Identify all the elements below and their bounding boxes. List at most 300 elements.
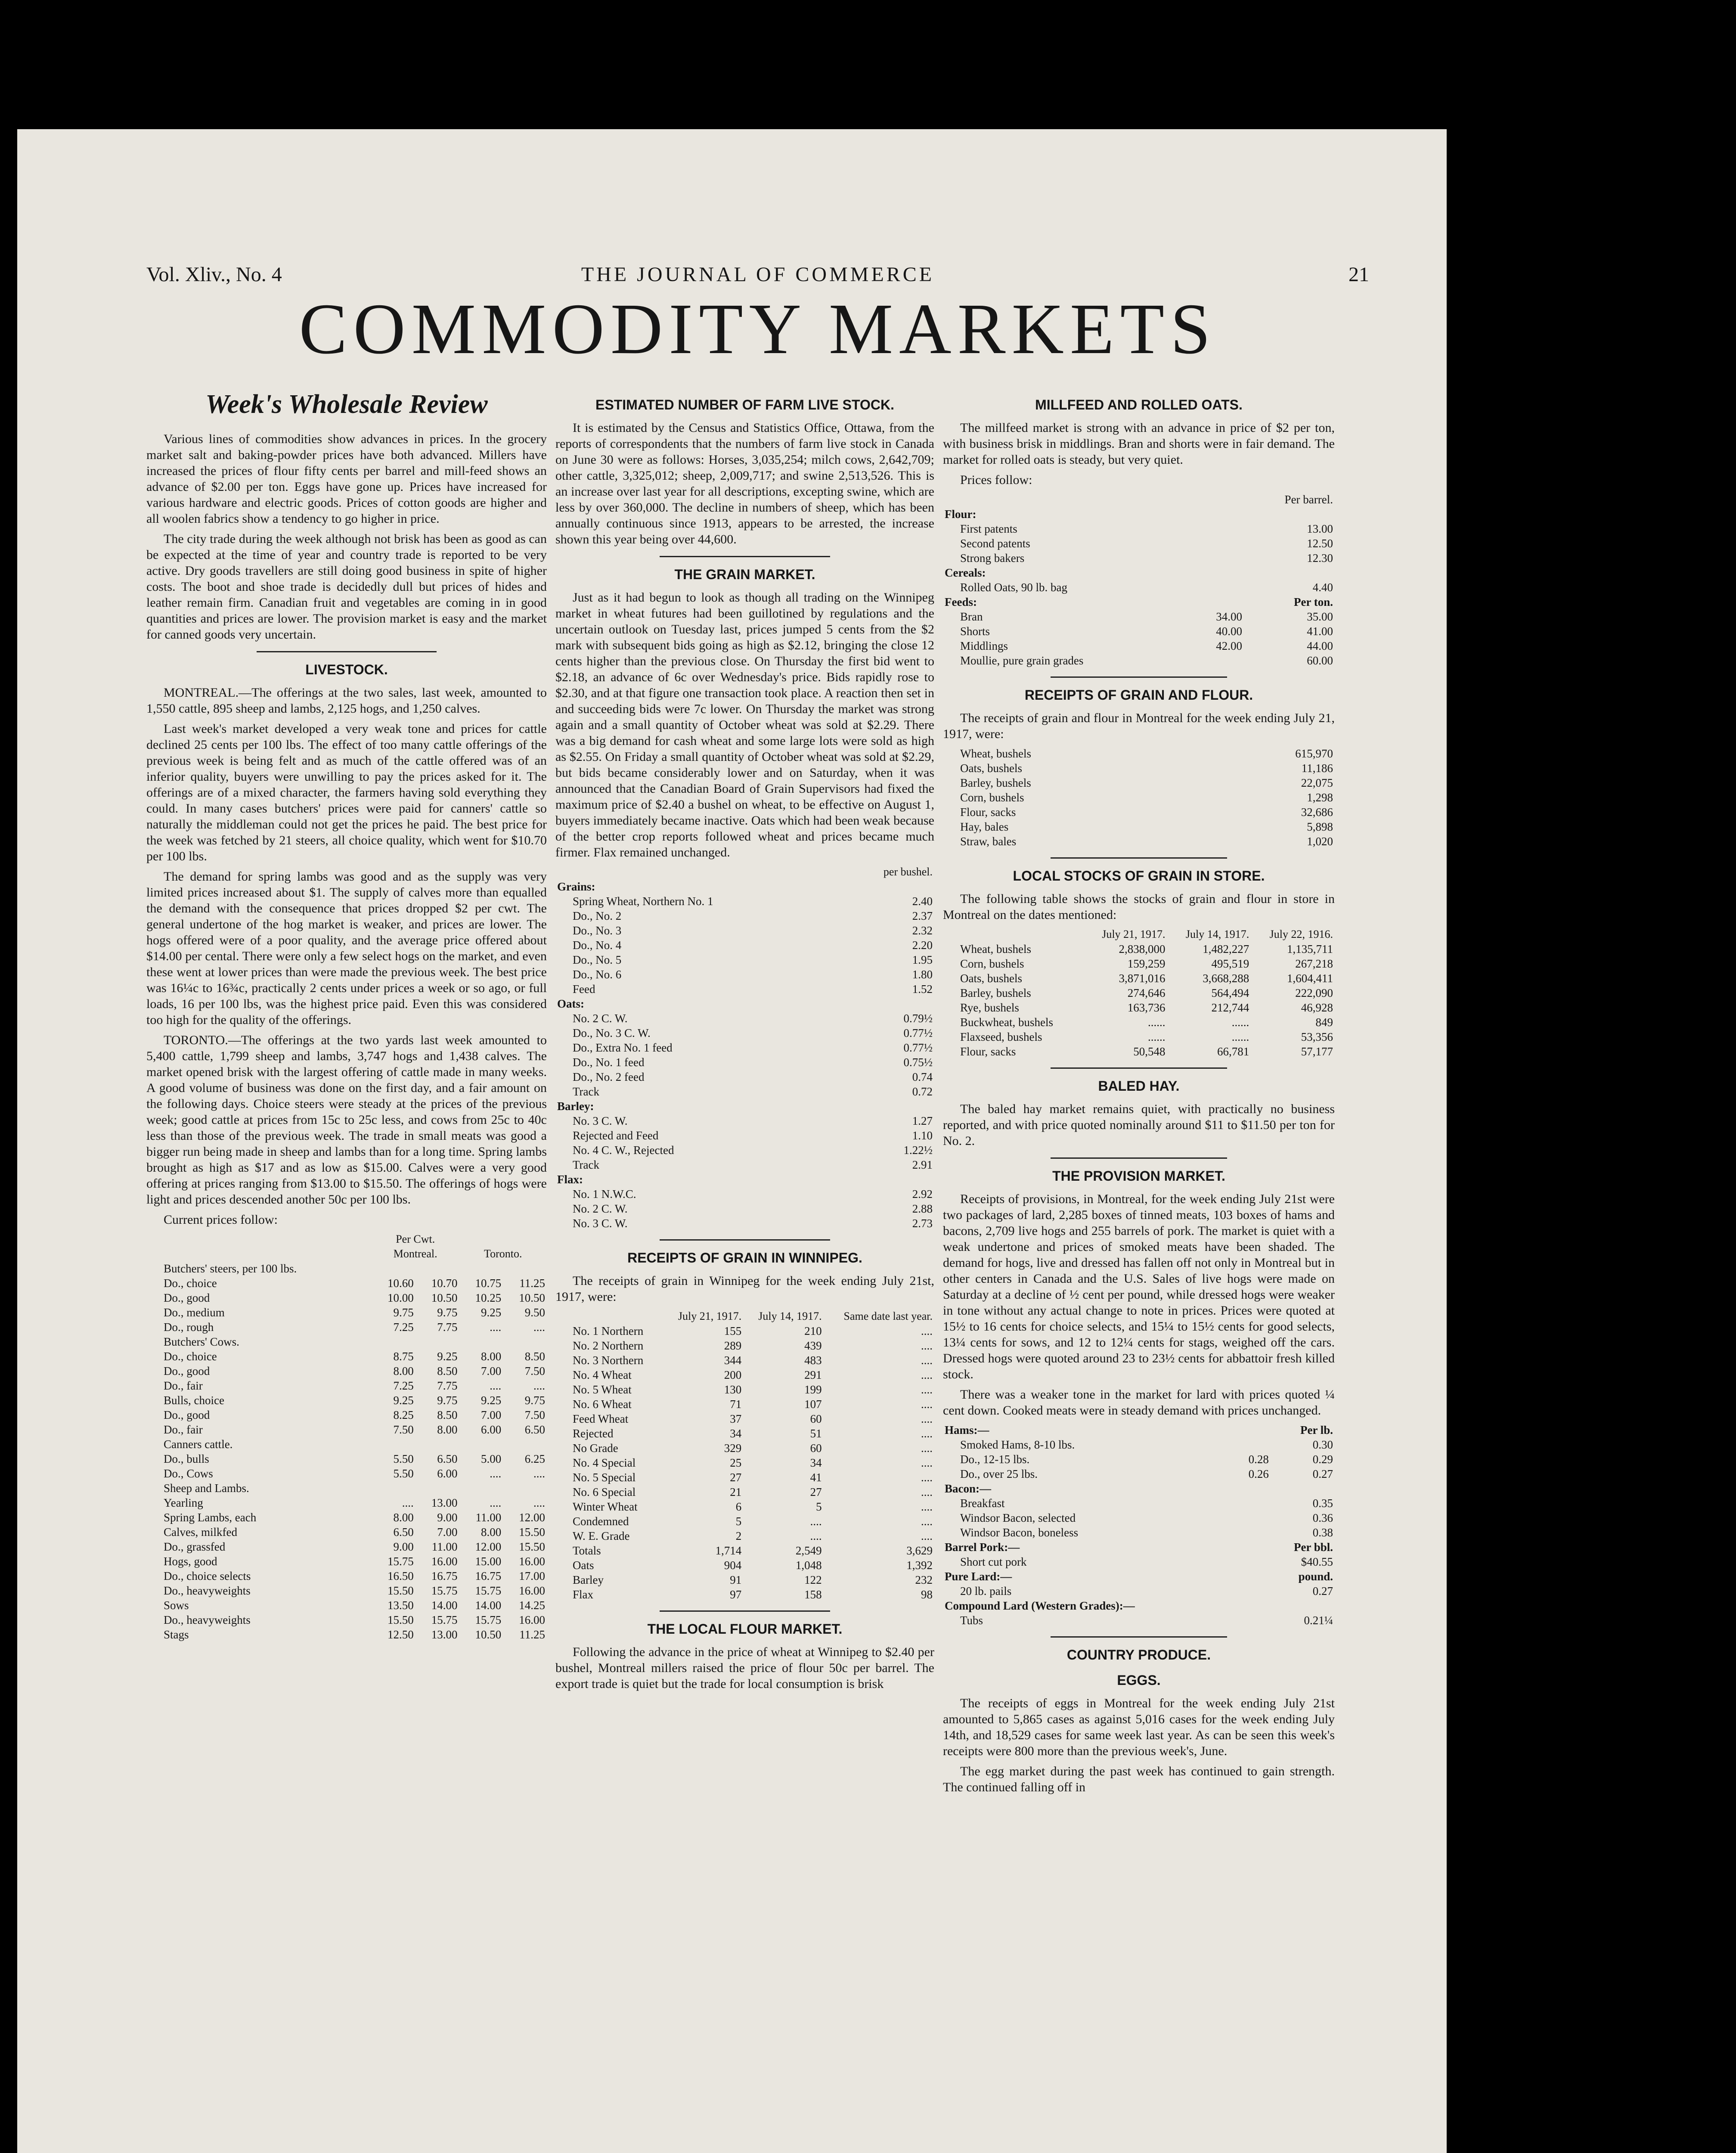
row-value: 7.50 xyxy=(524,1408,545,1421)
row-label: No. 6 Special xyxy=(573,1486,636,1498)
row-value xyxy=(1271,1481,1335,1496)
flour-market-title: THE LOCAL FLOUR MARKET. xyxy=(647,1621,843,1637)
row-value: 107 xyxy=(804,1398,822,1411)
row-label: Calves, milkfed xyxy=(164,1526,237,1539)
table-row xyxy=(555,909,934,923)
table-row xyxy=(943,834,1335,849)
divider xyxy=(257,651,437,652)
row-label: Winter Wheat xyxy=(573,1500,638,1513)
row-label: Barley xyxy=(573,1573,604,1586)
row-value: 2 xyxy=(735,1529,742,1542)
row-label: Do., choice xyxy=(164,1277,217,1290)
row-value: 7.25 xyxy=(393,1379,414,1392)
column-1 xyxy=(146,388,547,2153)
row-value: 8.25 xyxy=(393,1408,414,1421)
row-value: 130 xyxy=(724,1383,742,1396)
row-value: 50,548 xyxy=(1133,1045,1166,1058)
table-row xyxy=(555,894,934,909)
table-row xyxy=(555,1201,934,1216)
table-row xyxy=(943,1598,1335,1613)
divider xyxy=(660,556,830,557)
row-value: 274,646 xyxy=(1127,987,1166,999)
row-value: 7.00 xyxy=(480,1408,502,1421)
row-value: 4.40 xyxy=(1312,581,1333,594)
table-row xyxy=(146,1305,547,1320)
divider xyxy=(1051,1157,1227,1159)
row-label: Do., heavyweights xyxy=(164,1584,251,1597)
table-row xyxy=(555,1055,934,1070)
row-value: 2.88 xyxy=(912,1202,933,1215)
table-row xyxy=(146,1320,547,1334)
row-label: Corn, bushels xyxy=(960,791,1024,804)
row-value: .... xyxy=(490,1467,502,1480)
stocks-col-header: July 21, 1917. xyxy=(1102,928,1166,940)
row-label: Compound Lard (Western Grades):— xyxy=(945,1599,1135,1612)
table-row xyxy=(146,1495,547,1510)
row-label: Buckwheat, bushels xyxy=(960,1016,1053,1029)
row-value xyxy=(459,1437,503,1452)
row-value: 9.75 xyxy=(437,1394,458,1407)
baled-hay-title: BALED HAY. xyxy=(1098,1078,1180,1094)
row-value: 7.50 xyxy=(524,1365,545,1377)
row-value: 1,048 xyxy=(795,1559,822,1572)
table-row xyxy=(555,1368,934,1382)
wholesale-review-title: Week's Wholesale Review xyxy=(205,390,488,419)
row-value: 51 xyxy=(810,1427,822,1440)
row-value: 0.26 xyxy=(1248,1467,1269,1480)
stocks-col-header: July 14, 1917. xyxy=(1185,928,1249,940)
row-value: .... xyxy=(921,1500,933,1513)
row-value: 2.37 xyxy=(912,909,933,922)
row-label: Bulls, choice xyxy=(164,1394,224,1407)
row-value: 60 xyxy=(810,1412,822,1425)
row-label: Barley: xyxy=(557,1100,594,1113)
winnipeg-receipts-title: RECEIPTS OF GRAIN IN WINNIPEG. xyxy=(627,1250,862,1266)
row-value xyxy=(1192,653,1244,668)
row-value: 5 xyxy=(816,1500,822,1513)
row-label: Rejected and Feed xyxy=(573,1129,659,1142)
row-value: 1,135,711 xyxy=(1287,943,1333,956)
row-label: Flour, sacks xyxy=(960,806,1016,819)
table-row xyxy=(555,1216,934,1231)
row-label: Do., over 25 lbs. xyxy=(960,1467,1038,1480)
row-value: 34 xyxy=(730,1427,742,1440)
divider xyxy=(1051,676,1227,678)
row-value: 13.00 xyxy=(431,1496,458,1509)
row-label: Breakfast xyxy=(960,1497,1005,1510)
table-row xyxy=(146,1291,547,1305)
row-label: Barley, bushels xyxy=(960,987,1031,999)
row-value: 17.00 xyxy=(519,1570,545,1582)
grain-market-text xyxy=(555,589,934,860)
row-value: 60.00 xyxy=(1307,654,1333,667)
row-value xyxy=(372,1261,415,1276)
row-value: 16.00 xyxy=(519,1584,545,1597)
row-label: Do., heavyweights xyxy=(164,1613,251,1626)
table-row xyxy=(146,1481,547,1495)
row-value: Per ton. xyxy=(1294,596,1333,608)
row-label: Do., medium xyxy=(164,1306,225,1319)
row-value: 40.00 xyxy=(1216,625,1243,638)
table-row xyxy=(943,1481,1335,1496)
row-value: 2.73 xyxy=(912,1217,933,1230)
row-value: .... xyxy=(533,1467,545,1480)
row-value xyxy=(1192,507,1244,521)
row-value: 155 xyxy=(724,1325,742,1337)
row-value: 10.70 xyxy=(431,1277,458,1290)
row-value: 15.75 xyxy=(475,1613,502,1626)
row-value: ...... xyxy=(1148,1030,1166,1043)
row-value: 904 xyxy=(724,1559,742,1572)
row-value: 37 xyxy=(730,1412,742,1425)
row-label: Tubs xyxy=(960,1614,983,1627)
row-value: 2,549 xyxy=(795,1544,822,1557)
row-value: 199 xyxy=(804,1383,822,1396)
row-label: No. 5 Special xyxy=(573,1471,636,1484)
row-value xyxy=(1235,1481,1271,1496)
row-value: 12.50 xyxy=(1307,537,1333,550)
row-value: ...... xyxy=(1231,1016,1249,1029)
row-value: 15.75 xyxy=(431,1584,458,1597)
row-value: 6.50 xyxy=(524,1423,545,1436)
column-3 xyxy=(943,388,1335,2153)
row-value xyxy=(415,1437,459,1452)
row-value: 11.00 xyxy=(475,1511,502,1524)
table-row xyxy=(555,923,934,938)
row-label: Shorts xyxy=(960,625,990,638)
row-label: Bacon:— xyxy=(945,1482,991,1495)
row-value: .... xyxy=(810,1529,822,1542)
row-label: Oats: xyxy=(557,997,584,1010)
row-value xyxy=(1235,1569,1271,1584)
row-value: 0.29 xyxy=(1312,1453,1333,1466)
row-value: 9.25 xyxy=(437,1350,458,1363)
table-row xyxy=(555,1114,934,1128)
table-row xyxy=(555,1397,934,1412)
row-value xyxy=(1192,565,1244,580)
table-row xyxy=(943,819,1335,834)
row-label: Do., No. 5 xyxy=(573,953,622,966)
row-label: Hogs, good xyxy=(164,1555,217,1568)
row-label: Wheat, bushels xyxy=(960,747,1031,760)
receipts-grain-flour-table xyxy=(943,746,1335,849)
row-value: 1,482,227 xyxy=(1203,943,1249,956)
row-value: 9.50 xyxy=(524,1306,545,1319)
row-value: 212,744 xyxy=(1211,1001,1249,1014)
row-value xyxy=(372,1481,415,1495)
row-value xyxy=(459,1481,503,1495)
row-value: 8.00 xyxy=(480,1350,502,1363)
row-label: Wheat, bushels xyxy=(960,943,1031,956)
row-label: Feeds: xyxy=(945,596,977,608)
table-row xyxy=(943,565,1335,580)
row-label: Do., choice selects xyxy=(164,1570,251,1582)
row-value: 91 xyxy=(730,1573,742,1586)
row-value xyxy=(459,1334,503,1349)
row-value: 849 xyxy=(1315,1016,1333,1029)
row-label: Sheep and Lambs. xyxy=(164,1482,249,1495)
row-value: 0.28 xyxy=(1248,1453,1269,1466)
row-value: 42.00 xyxy=(1216,639,1243,652)
row-value: 7.50 xyxy=(393,1423,414,1436)
table-row xyxy=(943,1044,1335,1059)
table-row xyxy=(943,609,1335,624)
row-value: $40.55 xyxy=(1301,1555,1333,1568)
flour-market-text xyxy=(555,1644,934,1692)
row-value: 9.75 xyxy=(524,1394,545,1407)
table-row xyxy=(943,1569,1335,1584)
row-label: No. 5 Wheat xyxy=(573,1383,632,1396)
table-row xyxy=(555,1573,934,1587)
table-row xyxy=(943,761,1335,776)
row-value: .... xyxy=(921,1486,933,1498)
row-label: Do., fair xyxy=(164,1423,203,1436)
row-value: 0.21¼ xyxy=(1304,1614,1333,1627)
table-row xyxy=(146,1554,547,1569)
table-row xyxy=(555,1070,934,1084)
eggs-title: EGGS. xyxy=(1117,1672,1161,1688)
row-value xyxy=(1235,1584,1271,1598)
millfeed-price-table xyxy=(943,492,1335,668)
paragraph: There was a weaker tone in the market for lard with prices quoted ¼ cent down. Cooked meats were in steady demand with prices unchanged. xyxy=(943,1387,1335,1418)
row-value: 3,668,288 xyxy=(1203,972,1249,985)
row-value: 11.25 xyxy=(519,1628,545,1641)
row-value: 5 xyxy=(735,1515,742,1528)
row-value: .... xyxy=(921,1427,933,1440)
row-label: Strong bakers xyxy=(960,552,1025,565)
row-value: 11,186 xyxy=(1301,762,1333,775)
winnipeg-col-header: July 21, 1917. xyxy=(678,1310,742,1322)
row-value: 3,629 xyxy=(906,1544,933,1557)
row-value: 5.50 xyxy=(393,1467,414,1480)
row-value: 0.72 xyxy=(912,1085,933,1098)
table-row xyxy=(555,1338,934,1353)
table-row xyxy=(146,1452,547,1466)
row-value: 122 xyxy=(804,1573,822,1586)
row-value: 8.00 xyxy=(480,1526,502,1539)
table-row xyxy=(146,1349,547,1364)
row-label: No. 1 N.W.C. xyxy=(573,1188,636,1201)
table-row xyxy=(943,624,1335,639)
row-value: 615,970 xyxy=(1295,747,1333,760)
row-value: 1,298 xyxy=(1307,791,1333,804)
row-value: 16.75 xyxy=(475,1570,502,1582)
row-value xyxy=(415,1481,459,1495)
table-row xyxy=(146,1378,547,1393)
row-value: 8.50 xyxy=(524,1350,545,1363)
table-row xyxy=(943,1511,1335,1525)
paragraph: Various lines of commodities show advances in prices. In the grocery market salt and baking-powder prices have both advanced. Millers have increased the prices of flour fifty cents per barrel and mill-feed shows an advance of $2.00 per ton. Eggs have gone up. Prices have increased for various hardware and electric goods. Prices of cotton goods are higher and all woolen fabrics show a tendency to go higher in price. xyxy=(146,432,547,526)
row-label: Rye, bushels xyxy=(960,1001,1019,1014)
row-label: No. 6 Wheat xyxy=(573,1398,632,1411)
row-label: No. 2 Northern xyxy=(573,1339,644,1352)
row-value: 25 xyxy=(730,1456,742,1469)
row-label: Flaxseed, bushels xyxy=(960,1030,1042,1043)
table-row xyxy=(943,776,1335,790)
paragraph: The millfeed market is strong with an advance in price of $2 per ton, with business brisk in middlings. Bran and shorts were in fair demand. The market for rolled oats is steady, but very quiet. xyxy=(943,421,1335,467)
table-row xyxy=(555,1099,934,1114)
row-value xyxy=(503,1334,547,1349)
row-label: No. 4 C. W., Rejected xyxy=(573,1144,674,1157)
row-value: 495,519 xyxy=(1211,957,1249,970)
row-label: Do., No. 2 feed xyxy=(573,1070,645,1083)
row-value xyxy=(1244,507,1335,521)
table-row xyxy=(555,1470,934,1485)
row-label: No. 3 C. W. xyxy=(573,1114,628,1127)
row-value xyxy=(415,1334,459,1349)
row-label: Flour, sacks xyxy=(960,1045,1016,1058)
table-row xyxy=(943,1437,1335,1452)
row-label: Feed xyxy=(573,983,595,996)
row-value xyxy=(1235,1511,1271,1525)
row-label: Corn, bushels xyxy=(960,957,1024,970)
row-label: Straw, bales xyxy=(960,835,1017,848)
row-label: No. 4 Special xyxy=(573,1456,636,1469)
row-value: 8.00 xyxy=(393,1511,414,1524)
row-label: Windsor Bacon, selected xyxy=(960,1511,1076,1524)
paragraph: The receipts of eggs in Montreal for the week ending July 21st amounted to 5,865 cases as against 5,016 cases for the week ending July 14th, and 18,529 cases for same week last year. As can be seen this week's receipts were 800 more than the previous week's, June. xyxy=(943,1696,1335,1758)
newspaper-page xyxy=(17,129,1447,2153)
table-row xyxy=(555,1485,934,1499)
row-value: 10.25 xyxy=(475,1291,502,1304)
row-value xyxy=(1235,1496,1271,1511)
row-value: 0.27 xyxy=(1312,1467,1333,1480)
table-row xyxy=(555,952,934,967)
table-row xyxy=(943,1452,1335,1467)
row-label: W. E. Grade xyxy=(573,1529,630,1542)
table-row xyxy=(943,1015,1335,1030)
journal-name: THE JOURNAL OF COMMERCE xyxy=(581,263,935,286)
row-value: 97 xyxy=(730,1588,742,1601)
row-label: Feed Wheat xyxy=(573,1412,629,1425)
row-label: No. 2 C. W. xyxy=(573,1012,628,1025)
row-value: .... xyxy=(921,1354,933,1367)
row-value: 27 xyxy=(730,1471,742,1484)
row-value: 1,714 xyxy=(715,1544,742,1557)
row-label: Stags xyxy=(164,1628,189,1641)
row-value: ...... xyxy=(1231,1030,1249,1043)
livestock-text xyxy=(146,685,547,1228)
receipts-grain-flour-title: RECEIPTS OF GRAIN AND FLOUR. xyxy=(1024,687,1253,703)
table-row xyxy=(555,1514,934,1529)
row-value: 2.92 xyxy=(912,1188,933,1201)
row-label: Spring Wheat, Northern No. 1 xyxy=(573,895,713,908)
eggs-text xyxy=(943,1695,1335,1795)
row-value: .... xyxy=(402,1496,414,1509)
row-label: Yearling xyxy=(164,1496,203,1509)
row-label: No. 2 C. W. xyxy=(573,1202,628,1215)
row-label: Flax xyxy=(573,1588,594,1601)
running-header xyxy=(146,263,1369,289)
row-value: 12.00 xyxy=(475,1540,502,1553)
row-value: 1.80 xyxy=(912,968,933,981)
row-label: Bran xyxy=(960,610,983,623)
row-value: .... xyxy=(810,1515,822,1528)
row-value: 232 xyxy=(915,1573,933,1586)
table-row xyxy=(555,1026,934,1040)
row-label: Hams:— xyxy=(945,1424,989,1436)
row-value: 13.00 xyxy=(1307,522,1333,535)
table-row xyxy=(943,1540,1335,1554)
row-label: Butchers' steers, per 100 lbs. xyxy=(164,1262,297,1275)
row-value: 9.75 xyxy=(393,1306,414,1319)
paragraph: Prices follow: xyxy=(960,473,1032,487)
row-value xyxy=(840,1099,934,1114)
masthead-title: COMMODITY MARKETS xyxy=(299,289,1217,369)
table-row xyxy=(943,1613,1335,1628)
row-label: Do., No. 4 xyxy=(573,939,622,952)
row-value xyxy=(1192,492,1244,507)
divider xyxy=(660,1610,830,1612)
row-value xyxy=(1235,1540,1271,1554)
table-row xyxy=(943,971,1335,986)
row-value: Per barrel. xyxy=(1284,493,1333,506)
livestock-title: LIVESTOCK. xyxy=(305,662,388,677)
millfeed-title: MILLFEED AND ROLLED OATS. xyxy=(1035,397,1243,413)
row-value: .... xyxy=(533,1379,545,1392)
country-produce-title: COUNTRY PRODUCE. xyxy=(1066,1647,1211,1663)
row-value: 329 xyxy=(724,1442,742,1455)
row-value: 163,736 xyxy=(1127,1001,1166,1014)
row-value: 291 xyxy=(804,1368,822,1381)
row-label: Do., No. 3 C. W. xyxy=(573,1027,651,1039)
table-row xyxy=(943,580,1335,595)
receipts-grain-flour-intro: The receipts of grain and flour in Montreal for the week ending July 21, 1917, were: xyxy=(943,711,1335,741)
row-value: 22,075 xyxy=(1301,776,1333,789)
row-value: .... xyxy=(921,1529,933,1542)
price-unit-header: Per Cwt. xyxy=(396,1233,435,1245)
table-row xyxy=(146,1437,547,1452)
row-label: Do., bulls xyxy=(164,1452,209,1465)
row-value: .... xyxy=(533,1321,545,1334)
row-label: Do., 12-15 lbs. xyxy=(960,1453,1030,1466)
page-number: 21 xyxy=(1348,263,1369,286)
row-value: 15.50 xyxy=(519,1526,545,1539)
row-value: .... xyxy=(921,1442,933,1455)
table-row xyxy=(146,1276,547,1291)
grain-price-table xyxy=(555,865,934,1231)
row-value: 0.77½ xyxy=(903,1041,933,1054)
table-row xyxy=(943,595,1335,609)
row-label: Track xyxy=(573,1085,600,1098)
row-value: 57,177 xyxy=(1301,1045,1333,1058)
row-label: Middlings xyxy=(960,639,1008,652)
row-value: 289 xyxy=(724,1339,742,1352)
row-value: .... xyxy=(921,1325,933,1337)
row-value: 200 xyxy=(724,1368,742,1381)
row-label: No. 4 Wheat xyxy=(573,1368,632,1381)
row-value: 5.00 xyxy=(480,1452,502,1465)
table-row xyxy=(943,1525,1335,1540)
row-value: 210 xyxy=(804,1325,822,1337)
table-row xyxy=(555,1187,934,1201)
row-label: No. 1 Northern xyxy=(573,1325,644,1337)
row-value: 0.35 xyxy=(1312,1497,1333,1510)
row-label: Do., choice xyxy=(164,1350,217,1363)
wholesale-review-text xyxy=(146,431,547,642)
row-value: 0.36 xyxy=(1312,1511,1333,1524)
row-label: Butchers' Cows. xyxy=(164,1335,239,1348)
table-row xyxy=(555,1040,934,1055)
row-value: 9.00 xyxy=(437,1511,458,1524)
row-value: 7.75 xyxy=(437,1379,458,1392)
row-label: Do., No. 6 xyxy=(573,968,622,981)
row-value xyxy=(1192,595,1244,609)
row-value xyxy=(1235,1525,1271,1540)
row-value: 16.00 xyxy=(519,1613,545,1626)
row-label: Oats, bushels xyxy=(960,762,1022,775)
row-value xyxy=(840,1172,934,1187)
